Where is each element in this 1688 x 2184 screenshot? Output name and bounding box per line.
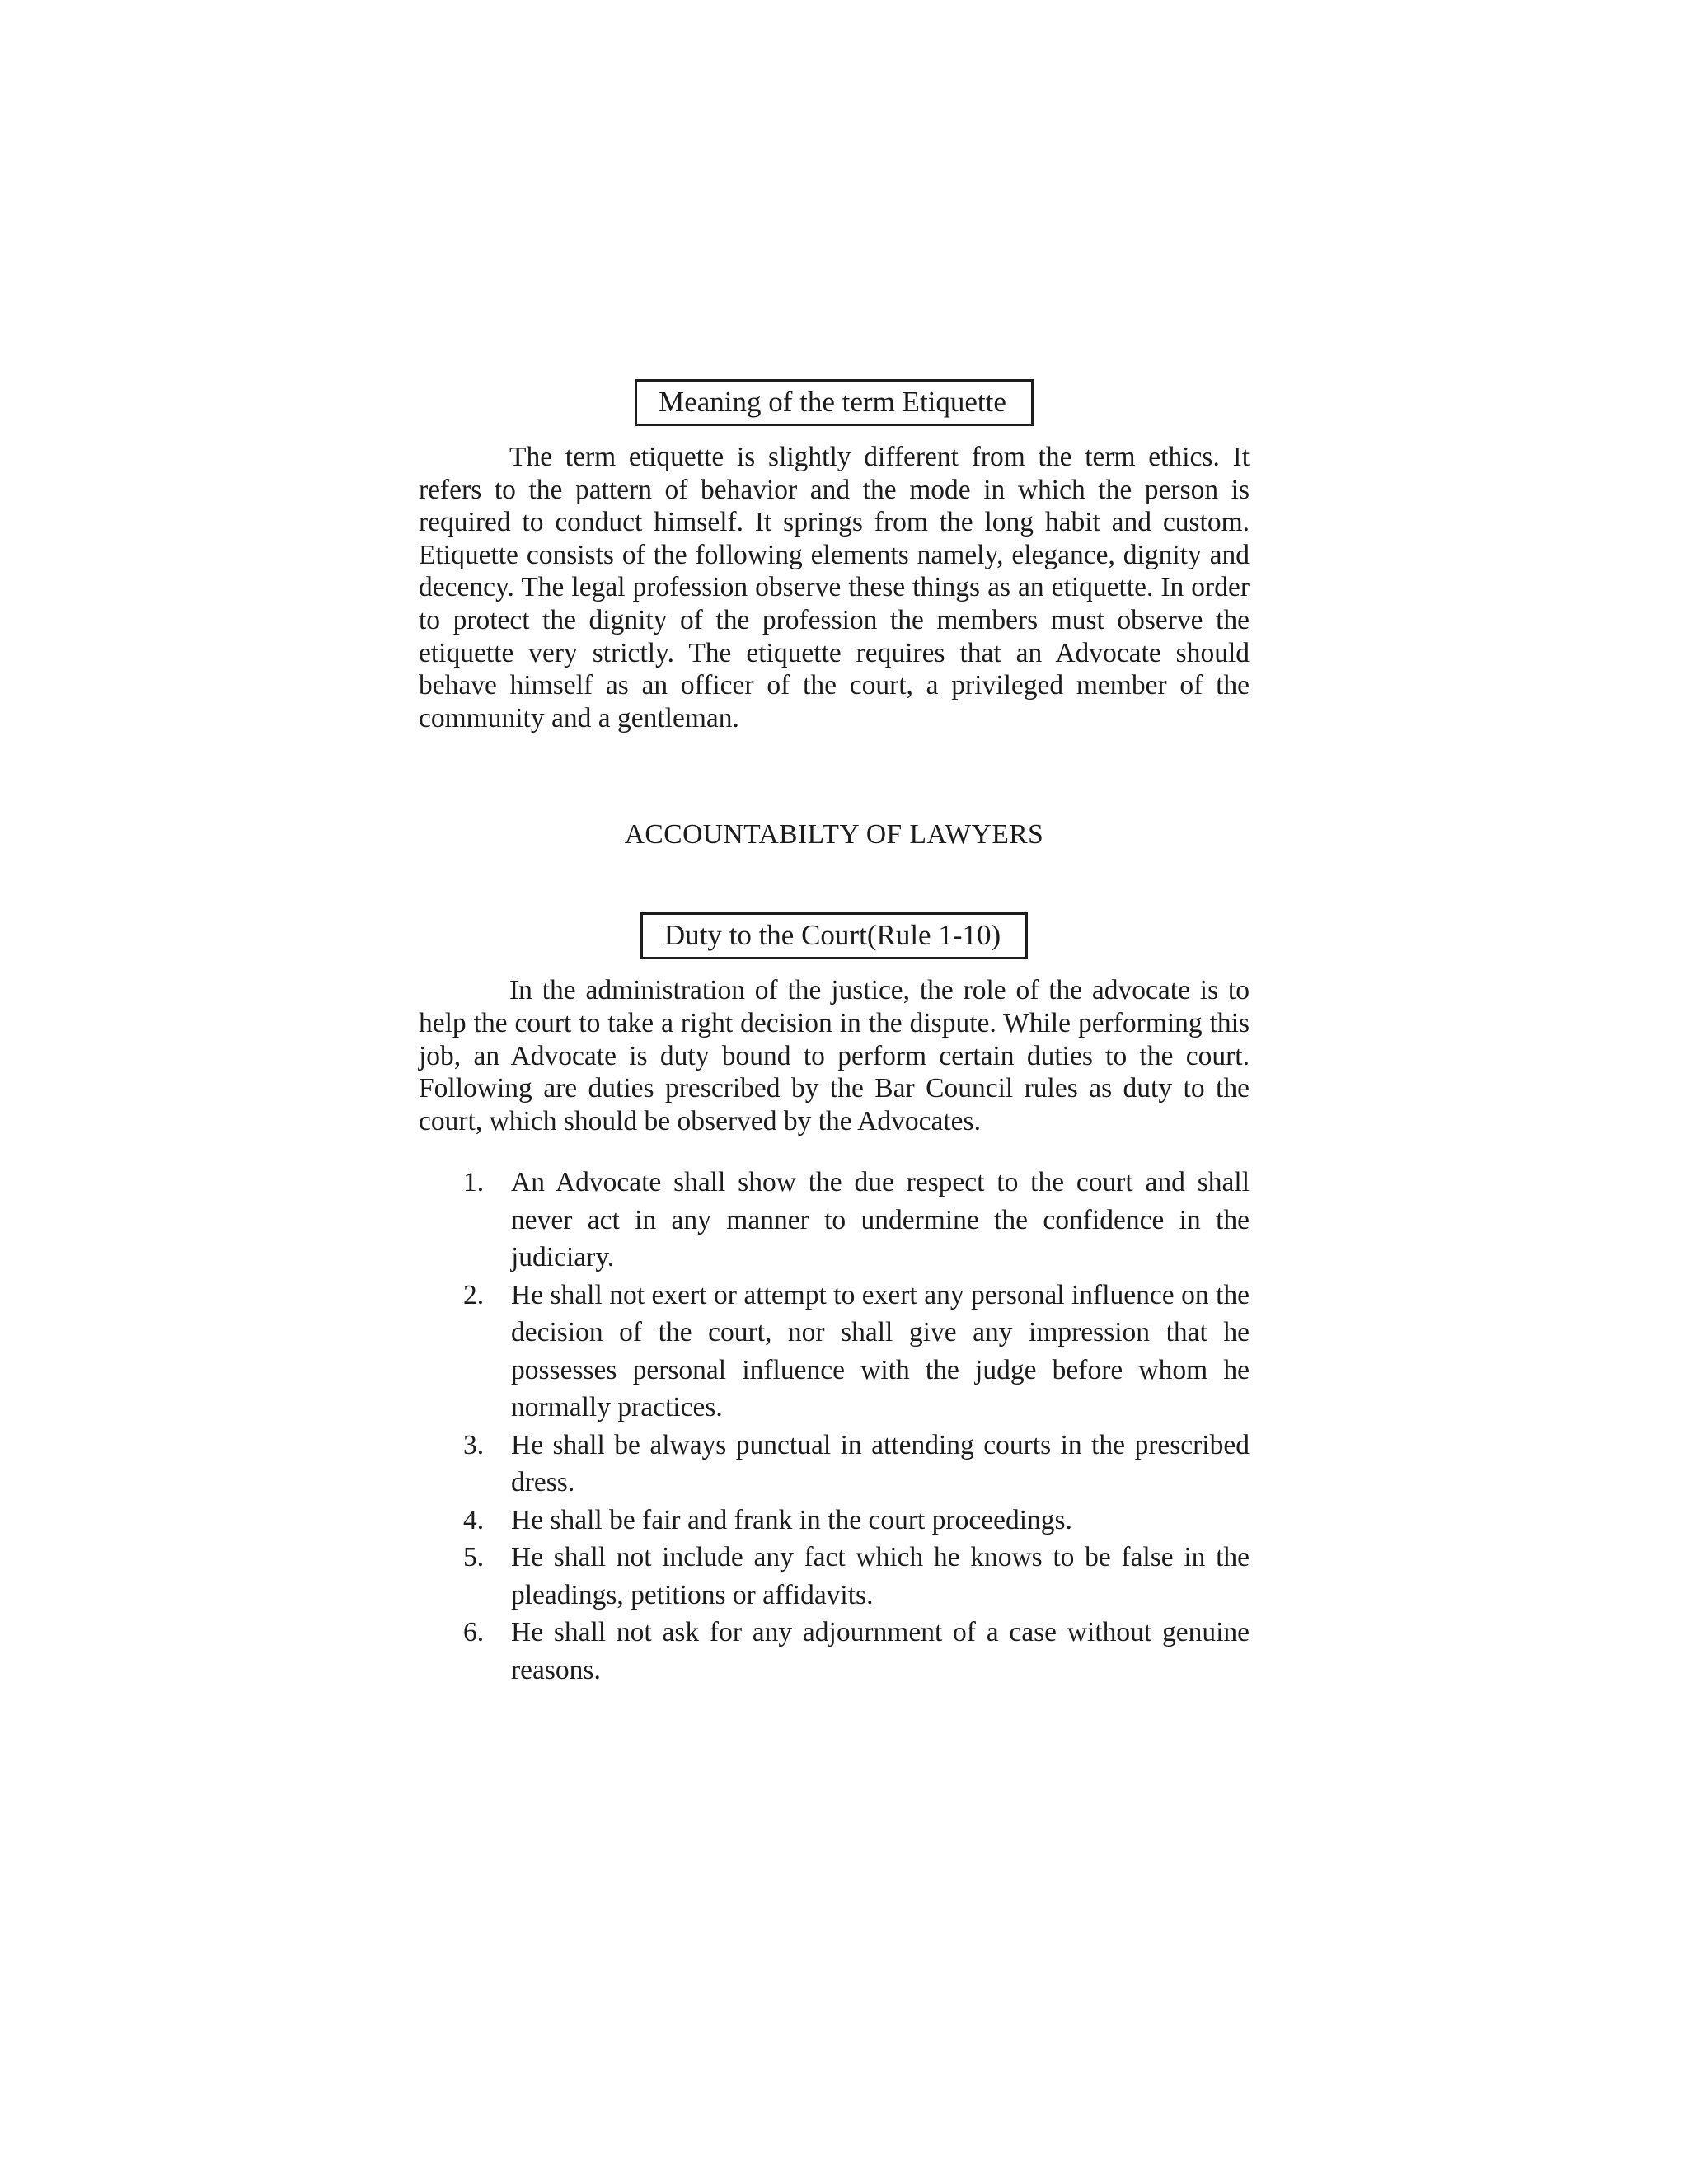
list-item-text: He shall not exert or attempt to exert any personal influence on the decision of the court, nor shall give any impression that he possesses personal influence with the judge before whom he normally practices. <box>511 1279 1250 1423</box>
list-item <box>419 1539 1250 1614</box>
list-item-number: 3. <box>463 1429 485 1460</box>
etiquette-heading-wrap <box>419 379 1250 426</box>
list-item <box>419 1164 1250 1277</box>
list-item-number: 2. <box>463 1279 485 1310</box>
list-item-text: He shall be always punctual in attending courts in the prescribed dress. <box>511 1429 1250 1498</box>
list-item-text: He shall be fair and frank in the court proceedings. <box>511 1504 1072 1535</box>
list-item-number: 5. <box>463 1542 485 1573</box>
etiquette-heading: Meaning of the term Etiquette <box>635 379 1034 426</box>
list-item <box>419 1502 1250 1540</box>
list-item-text: An Advocate shall show the due respect to the court and shall never act in any manner to undermine the confidence in the judiciary. <box>511 1167 1250 1273</box>
list-item-number: 6. <box>463 1617 485 1648</box>
duty-paragraph: In the administration of the justice, the role of the advocate is to help the court to take a right decision in the dispute. While performing this job, an Advocate is duty bound to perform certain duties to the court. Following are duties prescribed by the Bar Council rules as duty to the court, which should be observed by the Advocates. <box>419 975 1250 1137</box>
duty-heading-wrap <box>419 912 1250 959</box>
list-item <box>419 1427 1250 1502</box>
list-item-number: 1. <box>463 1167 485 1198</box>
list-item <box>419 1277 1250 1427</box>
etiquette-paragraph: The term etiquette is slightly different from the term ethics. It refers to the pattern of behavior and the mode in which the person is required to conduct himself. It springs from the long habit and custom. Etiquette consists of the following elements namely, elegance, dignity and decency. The legal profession observe these things as an etiquette. In order to protect the dignity of the profession the members must observe the etiquette very strictly. The etiquette requires that an Advocate should behave himself as an officer of the court, a privileged member of the community and a gentleman. <box>419 442 1250 733</box>
duty-rules-list <box>419 1164 1250 1689</box>
list-item <box>419 1614 1250 1689</box>
duty-heading: Duty to the Court(Rule 1-10) <box>640 912 1028 959</box>
document-page <box>419 379 1250 1689</box>
list-item-text: He shall not ask for any adjournment of a case without genuine reasons. <box>511 1617 1250 1685</box>
list-item-number: 4. <box>463 1504 485 1535</box>
accountability-title: ACCOUNTABILTY OF LAWYERS <box>624 819 1044 851</box>
list-item-text: He shall not include any fact which he knows to be false in the pleadings, petitions or affidavits. <box>511 1542 1250 1610</box>
